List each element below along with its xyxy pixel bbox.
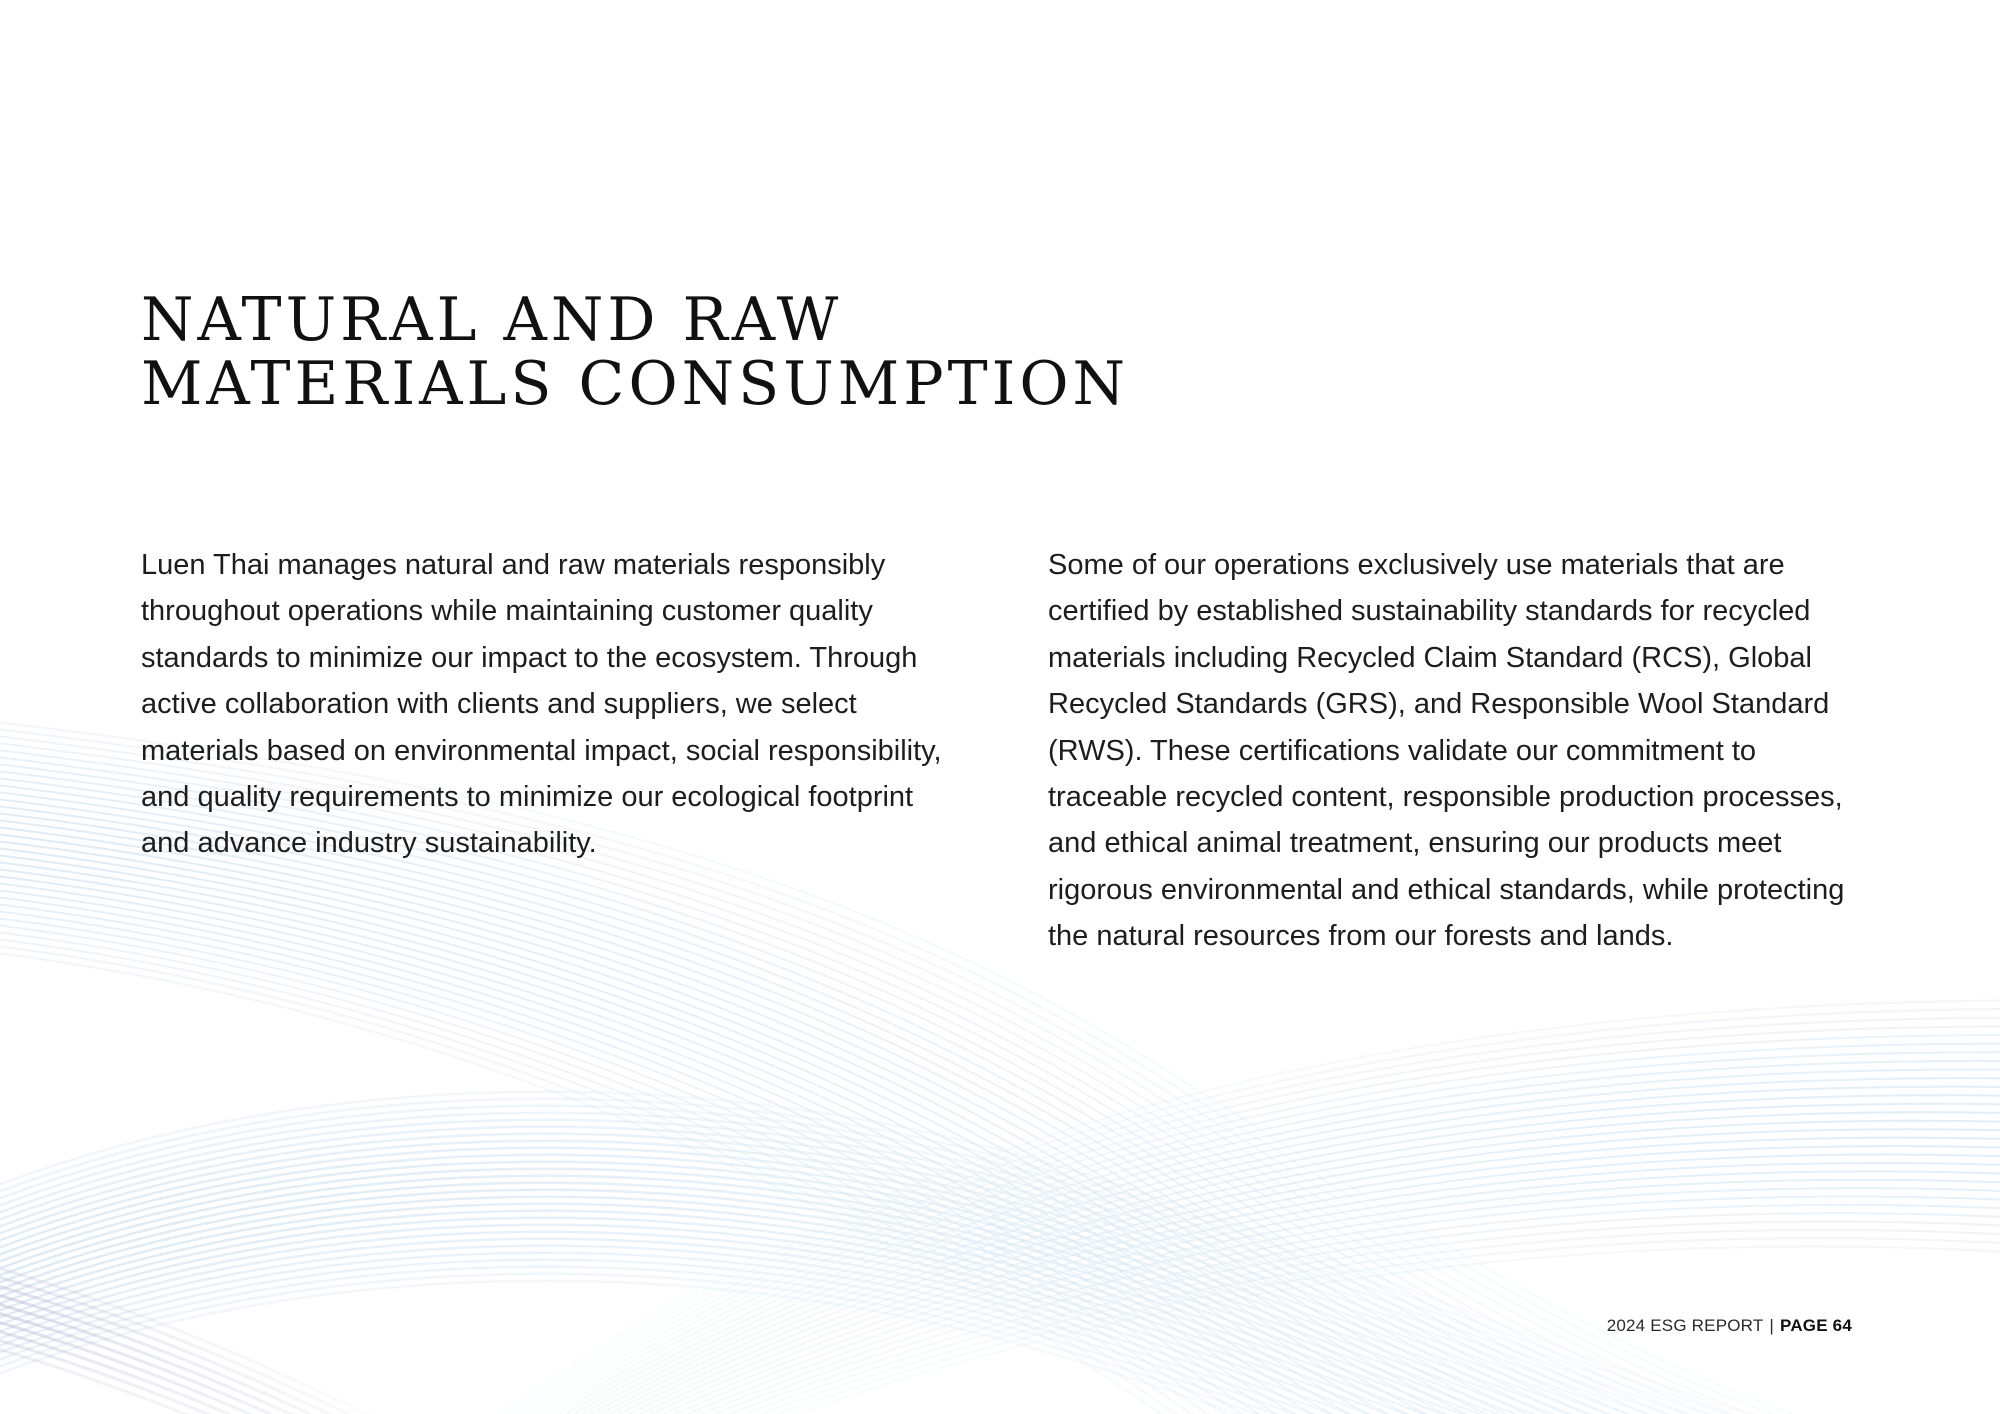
page-title-line-2: MATERIALS CONSUMPTION xyxy=(141,349,1130,419)
footer-separator: | xyxy=(1769,1316,1775,1335)
wave-line xyxy=(0,895,2000,1414)
wave-line xyxy=(0,1314,420,1414)
page-footer xyxy=(1607,1316,1852,1336)
page-number: PAGE 64 xyxy=(1780,1316,1852,1335)
body-paragraph-left: Luen Thai manages natural and raw materials responsibly throughout operations while maintaining customer quality standards to minimize our impact to the ecosystem. Through active collaboration with clients and suppliers, we select materials based on environmental impact, social responsibility, and quality requirements to minimize our ecological footprint and advance industry sustainability. xyxy=(141,549,942,860)
wave-band-right xyxy=(500,1000,2000,1414)
body-paragraph-right: Some of our operations exclusively use materials that are certified by established sustainability standards for recycled materials including Recycled Claim Standard (RCS), Global Recycled Standards (GRS), and Responsible Wool Standard (RWS). These certifications validate our commitment to traceable recycled content, responsible production processes, and ethical animal treatment, ensuring our products meet rigorous environmental and ethical standards, while protecting the natural resources from our forests and lands. xyxy=(1048,549,1845,953)
wave-line xyxy=(0,1134,1900,1414)
page-title-line-1: NATURAL AND RAW xyxy=(141,285,843,355)
report-label: 2024 ESG REPORT xyxy=(1606,1316,1764,1335)
page-title xyxy=(141,285,1130,419)
